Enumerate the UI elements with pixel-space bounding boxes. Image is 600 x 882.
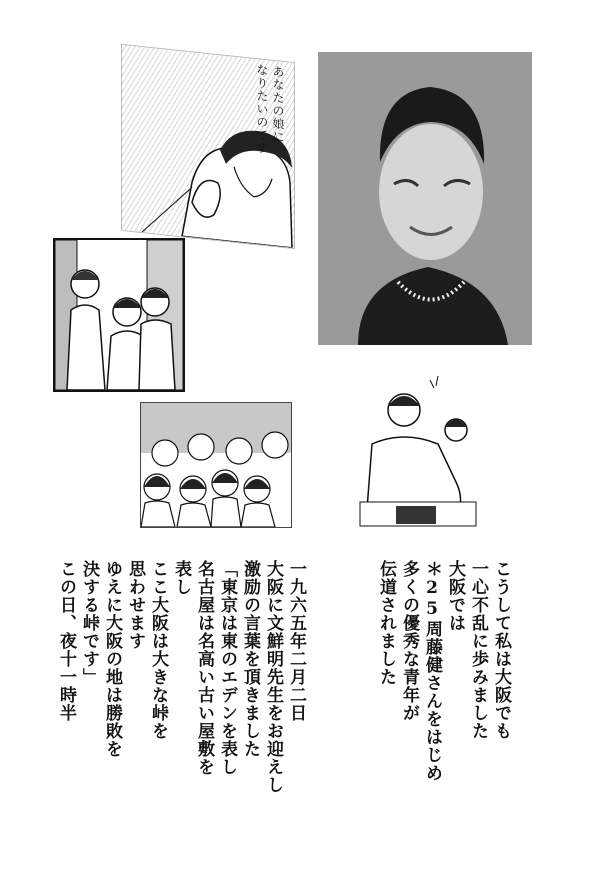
text-line: 一九六五年二月二日 (286, 560, 306, 722)
text-line: ＊25周藤健さんをはじめ (422, 560, 442, 782)
text-line: 名古屋は名高い古い屋敷を (194, 560, 214, 776)
speech-line-2: なりたいのです (254, 62, 269, 156)
manga-panel-man-with-child (346, 372, 486, 532)
text-line: 思わせます (125, 560, 145, 650)
text-line: 決する峠です」 (79, 560, 99, 686)
text-line: 「東京は東のエデンを表し (217, 560, 237, 776)
elderly-woman-portrait (318, 52, 532, 345)
man-with-child-illustration (346, 372, 486, 532)
narrative-text-left (54, 560, 307, 880)
text-line: この日、夜十一時半 (56, 560, 76, 722)
group-illustration (141, 403, 291, 527)
manga-panel-doorway (53, 238, 185, 392)
speech-bubble (122, 49, 286, 157)
text-line: 伝道されました (376, 560, 396, 686)
text-line: 多くの優秀な青年が (399, 560, 419, 722)
text-line: こうして私は大阪でも (491, 560, 511, 740)
text-line: 激励の言葉を頂きました (240, 560, 260, 758)
text-line: ゆえに大阪の地は勝敗を (102, 560, 122, 758)
text-line: 大阪に文鮮明先生をお迎えし (263, 560, 283, 794)
speech-line-1: あなたの娘に (271, 64, 285, 145)
portrait-photo (318, 52, 532, 345)
text-line: ここ大阪は大きな峠を (148, 560, 168, 740)
text-line: 大阪では (445, 560, 465, 632)
text-line: 表し (171, 560, 191, 596)
text-line: 一心不乱に歩みました (468, 560, 488, 740)
manga-panel-praying-girl (121, 44, 295, 249)
manga-panel-group (140, 402, 292, 528)
doorway-illustration (55, 240, 183, 390)
narrative-text-right (374, 560, 512, 880)
